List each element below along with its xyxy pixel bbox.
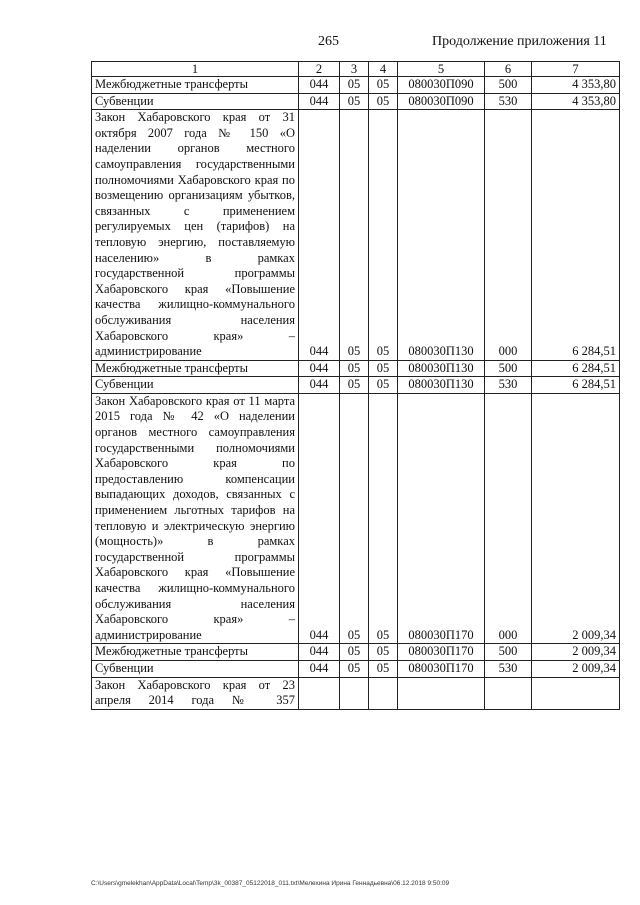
row-name: Закон Хабаровского края от 11 марта 2015 года № 42 «О наделении органов местного самоуправления государственными полномочиями Хабаровского края по предоставлению компенсации выпадающих доходов, связанных с применением льготных тарифов на тепловую и электрическую энергию (мощность)» в рамках государственной программы Хабаровского края «Повышение качества жилищно-коммунального обслуживания населения Хабаровского края» – администрирование [92, 393, 299, 644]
cell-section: 05 [340, 393, 369, 644]
row-name: Субвенции [92, 93, 299, 110]
table-row [92, 644, 620, 661]
row-name: Закон Хабаровского края от 31 октября 2007 года № 150 «О наделении органов местного самоуправления государственными полномочиями Хабаровского края по возмещению организациям убытков, связанных с применением регулируемых цен (тарифов) на тепловую энергию, поставляемую населению» в рамках государственной программы Хабаровского края «Повышение качества жилищно-коммунального обслуживания населения Хабаровского края» – администрирование [92, 110, 299, 361]
appendix-title: Продолжение приложения 11 [432, 34, 607, 49]
column-header: 4 [369, 62, 398, 77]
cell-amount: 2 009,34 [532, 644, 620, 661]
cell-section: 05 [340, 377, 369, 394]
cell-amount: 6 284,51 [532, 360, 620, 377]
cell-subsection: 05 [369, 77, 398, 94]
cell-admin: 044 [299, 110, 340, 361]
cell-admin: 044 [299, 77, 340, 94]
cell-expense-type: 000 [485, 393, 532, 644]
column-header: 2 [299, 62, 340, 77]
row-name: Межбюджетные трансферты [92, 644, 299, 661]
cell-section: 05 [340, 360, 369, 377]
cell-admin: 044 [299, 660, 340, 677]
cell-amount [532, 677, 620, 709]
table-header-row [92, 62, 620, 77]
cell-expense-type: 530 [485, 93, 532, 110]
cell-admin: 044 [299, 93, 340, 110]
row-name: Межбюджетные трансферты [92, 77, 299, 94]
cell-amount: 4 353,80 [532, 93, 620, 110]
cell-section: 05 [340, 110, 369, 361]
cell-section: 05 [340, 644, 369, 661]
cell-target: 080030П090 [398, 93, 485, 110]
row-name: Субвенции [92, 377, 299, 394]
column-header: 1 [92, 62, 299, 77]
cell-target: 080030П090 [398, 77, 485, 94]
page-number: 265 [318, 34, 339, 49]
cell-target: 080030П130 [398, 360, 485, 377]
cell-expense-type [485, 677, 532, 709]
row-name: Субвенции [92, 660, 299, 677]
cell-admin [299, 677, 340, 709]
cell-amount: 2 009,34 [532, 660, 620, 677]
cell-expense-type: 500 [485, 360, 532, 377]
cell-admin: 044 [299, 377, 340, 394]
cell-target: 080030П130 [398, 377, 485, 394]
cell-section [340, 677, 369, 709]
row-name: Закон Хабаровского края от 23 апреля 2014 года № 357 [92, 677, 299, 709]
cell-subsection: 05 [369, 377, 398, 394]
cell-expense-type: 500 [485, 77, 532, 94]
cell-expense-type: 000 [485, 110, 532, 361]
table-row [92, 660, 620, 677]
cell-target [398, 677, 485, 709]
table-row [92, 93, 620, 110]
column-header: 3 [340, 62, 369, 77]
row-name: Межбюджетные трансферты [92, 360, 299, 377]
cell-subsection: 05 [369, 644, 398, 661]
cell-subsection [369, 677, 398, 709]
table-row [92, 677, 620, 709]
budget-table [91, 61, 620, 710]
cell-subsection: 05 [369, 93, 398, 110]
table-row [92, 77, 620, 94]
footer-file-path: C:\Users\gmelekhan\AppData\Local\Temp\3k_00387_05122018_011.txt\Мелехина Ирина Геннадьевна\06.12.2018 9:50:09 [91, 880, 450, 887]
cell-amount: 6 284,51 [532, 110, 620, 361]
column-header: 7 [532, 62, 620, 77]
cell-amount: 2 009,34 [532, 393, 620, 644]
cell-expense-type: 530 [485, 377, 532, 394]
cell-expense-type: 500 [485, 644, 532, 661]
cell-subsection: 05 [369, 660, 398, 677]
cell-target: 080030П170 [398, 660, 485, 677]
table-row [92, 110, 620, 361]
cell-amount: 6 284,51 [532, 377, 620, 394]
table-row [92, 393, 620, 644]
cell-admin: 044 [299, 360, 340, 377]
cell-expense-type: 530 [485, 660, 532, 677]
cell-section: 05 [340, 77, 369, 94]
cell-target: 080030П130 [398, 110, 485, 361]
cell-admin: 044 [299, 644, 340, 661]
table-row [92, 377, 620, 394]
cell-amount: 4 353,80 [532, 77, 620, 94]
cell-admin: 044 [299, 393, 340, 644]
cell-subsection: 05 [369, 360, 398, 377]
column-header: 5 [398, 62, 485, 77]
cell-subsection: 05 [369, 110, 398, 361]
cell-target: 080030П170 [398, 393, 485, 644]
cell-section: 05 [340, 660, 369, 677]
cell-section: 05 [340, 93, 369, 110]
column-header: 6 [485, 62, 532, 77]
cell-target: 080030П170 [398, 644, 485, 661]
cell-subsection: 05 [369, 393, 398, 644]
table-row [92, 360, 620, 377]
